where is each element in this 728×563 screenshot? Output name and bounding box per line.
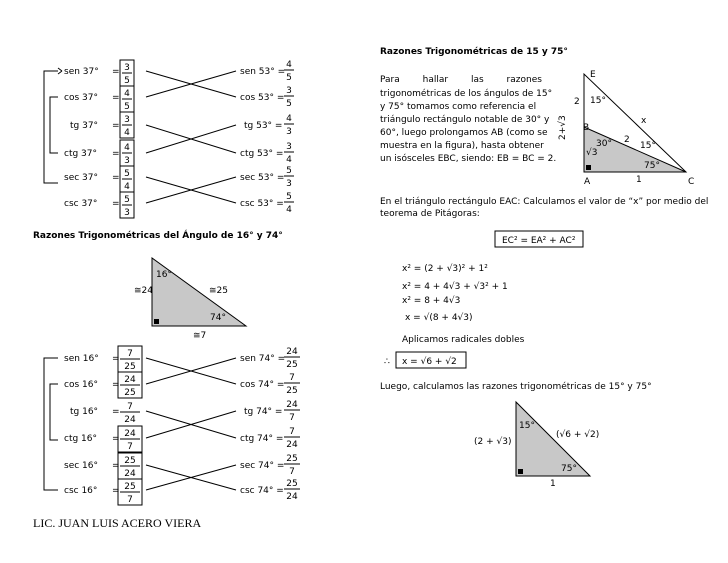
svg-text:24: 24 (124, 429, 136, 439)
svg-text:7: 7 (289, 413, 295, 423)
svg-text:sec 74° =: sec 74° = (240, 461, 285, 471)
svg-text:(2 + √3): (2 + √3) (474, 437, 512, 447)
svg-text:5: 5 (124, 195, 130, 205)
svg-text:2: 2 (624, 135, 630, 145)
luego-text: Luego, calculamos las razones trigonométricas de 15° y 75° (380, 382, 652, 392)
svg-text:15°: 15° (590, 96, 606, 106)
svg-text:25: 25 (124, 482, 136, 492)
svg-text:25: 25 (286, 454, 298, 464)
svg-text:=: = (112, 434, 120, 444)
svg-text:25: 25 (124, 456, 136, 466)
svg-text:cos 37°: cos 37° (64, 93, 98, 103)
svg-text:24: 24 (124, 375, 136, 385)
radicales-text: Aplicamos radicales dobles (402, 335, 525, 345)
svg-text:25: 25 (286, 360, 298, 370)
svg-text:x = √6 + √2: x = √6 + √2 (402, 357, 457, 367)
svg-text:x² = 4 + 4√3 + √3² + 1: x² = 4 + 4√3 + √3² + 1 (402, 282, 508, 292)
svg-text:cos 53° =: cos 53° = (240, 93, 285, 103)
svg-text:25: 25 (124, 362, 136, 372)
svg-text:x² = (2 + √3)² + 1²: x² = (2 + √3)² + 1² (402, 264, 488, 274)
svg-text:sen 16°: sen 16° (64, 354, 99, 364)
svg-text:A: A (584, 177, 591, 187)
svg-text:3: 3 (286, 142, 292, 152)
svg-text:sen 53° =: sen 53° = (240, 67, 286, 77)
svg-text:=: = (112, 67, 120, 77)
svg-text:75°: 75° (644, 161, 660, 171)
svg-text:tg 37°: tg 37° (70, 121, 99, 131)
triangle-final (474, 402, 599, 489)
svg-text:tg 53° =: tg 53° = (244, 121, 283, 131)
pythagoras-box (495, 231, 583, 247)
svg-text:ctg 53° =: ctg 53° = (240, 149, 284, 159)
svg-text:un isósceles EBC, siendo: EB =: un isósceles EBC, siendo: EB = BC = 2. (380, 154, 557, 164)
svg-text:4: 4 (286, 60, 292, 70)
svg-text:7: 7 (127, 349, 133, 359)
svg-text:trigonométricas de los ángulos: trigonométricas de los ángulos de 15° (380, 89, 553, 99)
svg-text:2+√3: 2+√3 (558, 115, 568, 140)
author-footer: LIC. JUAN LUIS ACERO VIERA (33, 516, 202, 530)
row-cos37 (64, 86, 134, 112)
svg-text:4: 4 (286, 114, 292, 124)
svg-text:csc 16°: csc 16° (64, 486, 98, 496)
svg-text:y 75° tomamos como referencia: y 75° tomamos como referencia el (380, 102, 537, 112)
svg-text:=: = (112, 121, 120, 131)
svg-text:15°: 15° (640, 141, 656, 151)
svg-text:cos 16°: cos 16° (64, 380, 98, 390)
svg-text:7: 7 (127, 495, 133, 505)
svg-text:24: 24 (124, 415, 136, 425)
table-16-74 (44, 346, 300, 505)
svg-text:4: 4 (286, 155, 292, 165)
cross-lines-37 (146, 71, 236, 203)
svg-text:triángulo rectángulo notable d: triángulo rectángulo notable de 30° y (380, 115, 550, 125)
svg-text:3: 3 (286, 127, 292, 137)
svg-text:5: 5 (286, 192, 292, 202)
svg-text:75°: 75° (561, 464, 577, 474)
svg-text:=: = (112, 407, 120, 417)
svg-text:5: 5 (286, 73, 292, 83)
equations (402, 263, 508, 323)
svg-text:√3: √3 (586, 148, 598, 158)
section-16-title: Razones Trigonométricas del Ángulo de 16° y 74° (33, 231, 283, 241)
svg-text:csc 74° =: csc 74° = (240, 486, 284, 496)
svg-text:tg 74° =: tg 74° = (244, 407, 283, 417)
svg-text:4: 4 (124, 128, 130, 138)
row-csc37 (64, 192, 134, 218)
svg-text:∴: ∴ (384, 357, 390, 367)
svg-text:Para hallar las: Para hallar las razones (380, 75, 542, 85)
section-15-title: Razones Trigonométricas de 15 y 75° (380, 47, 568, 57)
svg-text:1: 1 (636, 175, 642, 185)
bracket-lines-16 (44, 358, 58, 490)
svg-text:ctg 16°: ctg 16° (64, 434, 98, 444)
right-col-53 (240, 60, 294, 215)
label-sen37: sen 37° (64, 67, 99, 77)
svg-text:24: 24 (286, 492, 298, 502)
svg-text:3: 3 (286, 86, 292, 96)
svg-text:25: 25 (124, 388, 136, 398)
svg-text:7: 7 (289, 373, 295, 383)
svg-text:24: 24 (124, 469, 136, 479)
svg-text:24: 24 (286, 400, 298, 410)
svg-text:7: 7 (289, 467, 295, 477)
triangle-16-74 (134, 258, 246, 341)
svg-text:=: = (112, 173, 120, 183)
svg-text:ctg 74° =: ctg 74° = (240, 434, 284, 444)
svg-text:4: 4 (124, 143, 130, 153)
svg-text:sec 16°: sec 16° (64, 461, 98, 471)
svg-text:25: 25 (286, 479, 298, 489)
svg-text:=: = (112, 149, 120, 159)
svg-text:cos 74° =: cos 74° = (240, 380, 285, 390)
svg-text:≅25: ≅25 (209, 286, 228, 296)
svg-text:E: E (590, 70, 596, 80)
svg-text:=: = (112, 354, 120, 364)
svg-text:(√6 + √2): (√6 + √2) (556, 430, 600, 440)
svg-text:24: 24 (286, 347, 298, 357)
paragraph-15-75 (380, 75, 556, 164)
svg-text:60°, luego prolongamos AB (com: 60°, luego prolongamos AB (como se (380, 128, 548, 138)
svg-text:sec 37°: sec 37° (64, 173, 98, 183)
svg-text:=: = (112, 93, 120, 103)
svg-text:En el triángulo rectángulo EAC: En el triángulo rectángulo EAC: Calculamos el valor de “x” por medio del (380, 197, 709, 207)
svg-text:x = √(8 + 4√3): x = √(8 + 4√3) (405, 313, 473, 323)
svg-text:=: = (112, 461, 120, 471)
svg-text:2: 2 (574, 97, 580, 107)
svg-text:4: 4 (124, 182, 130, 192)
svg-text:EC² = EA² + AC²: EC² = EA² + AC² (502, 236, 576, 246)
table-37-53 (44, 60, 294, 218)
svg-text:7: 7 (127, 442, 133, 452)
svg-text:teorema de Pitágoras:: teorema de Pitágoras: (380, 209, 480, 219)
svg-text:=: = (112, 380, 120, 390)
svg-text:3: 3 (124, 208, 130, 218)
svg-text:5: 5 (124, 169, 130, 179)
svg-text:≅24: ≅24 (134, 286, 153, 296)
svg-text:=: = (112, 486, 120, 496)
paragraph-eac (380, 197, 708, 219)
svg-text:sen 74° =: sen 74° = (240, 354, 286, 364)
svg-text:3: 3 (124, 63, 130, 73)
row-ctg37 (64, 140, 134, 166)
triangle-15-75 (557, 70, 694, 187)
bracket-lines-37 (44, 68, 62, 183)
svg-text:tg 16°: tg 16° (70, 407, 99, 417)
svg-text:1: 1 (550, 479, 556, 489)
svg-text:ctg 37°: ctg 37° (64, 149, 98, 159)
svg-text:≅7: ≅7 (193, 331, 207, 341)
svg-text:B: B (583, 123, 590, 133)
svg-text:x: x (641, 116, 647, 126)
rows-16 (64, 346, 142, 505)
row-sec37 (64, 166, 134, 192)
svg-text:3: 3 (286, 179, 292, 189)
svg-text:3: 3 (124, 156, 130, 166)
svg-text:csc 53° =: csc 53° = (240, 199, 284, 209)
svg-text:15°: 15° (519, 421, 535, 431)
svg-text:csc 37°: csc 37° (64, 199, 98, 209)
svg-text:74°: 74° (210, 313, 226, 323)
right-col-74 (240, 347, 300, 502)
svg-text:4: 4 (124, 89, 130, 99)
row-sen37 (64, 60, 134, 86)
svg-text:25: 25 (286, 386, 298, 396)
svg-text:30°: 30° (596, 139, 612, 149)
svg-text:16°: 16° (156, 270, 172, 280)
svg-text:5: 5 (124, 76, 130, 86)
svg-text:muestra en la figura), hasta o: muestra en la figura), hasta obtener (380, 141, 544, 151)
svg-text:4: 4 (286, 205, 292, 215)
svg-text:sec 53° =: sec 53° = (240, 173, 285, 183)
svg-text:5: 5 (124, 102, 130, 112)
svg-text:C: C (688, 177, 695, 187)
svg-text:x² = 8 + 4√3: x² = 8 + 4√3 (402, 296, 461, 306)
svg-text:7: 7 (127, 402, 133, 412)
svg-text:3: 3 (124, 115, 130, 125)
svg-text:7: 7 (289, 427, 295, 437)
svg-text:5: 5 (286, 166, 292, 176)
result (384, 352, 466, 368)
row-tg37 (70, 112, 134, 138)
cross-lines-16 (146, 358, 236, 490)
svg-text:5: 5 (286, 99, 292, 109)
svg-text:=: = (112, 199, 120, 209)
svg-text:24: 24 (286, 440, 298, 450)
